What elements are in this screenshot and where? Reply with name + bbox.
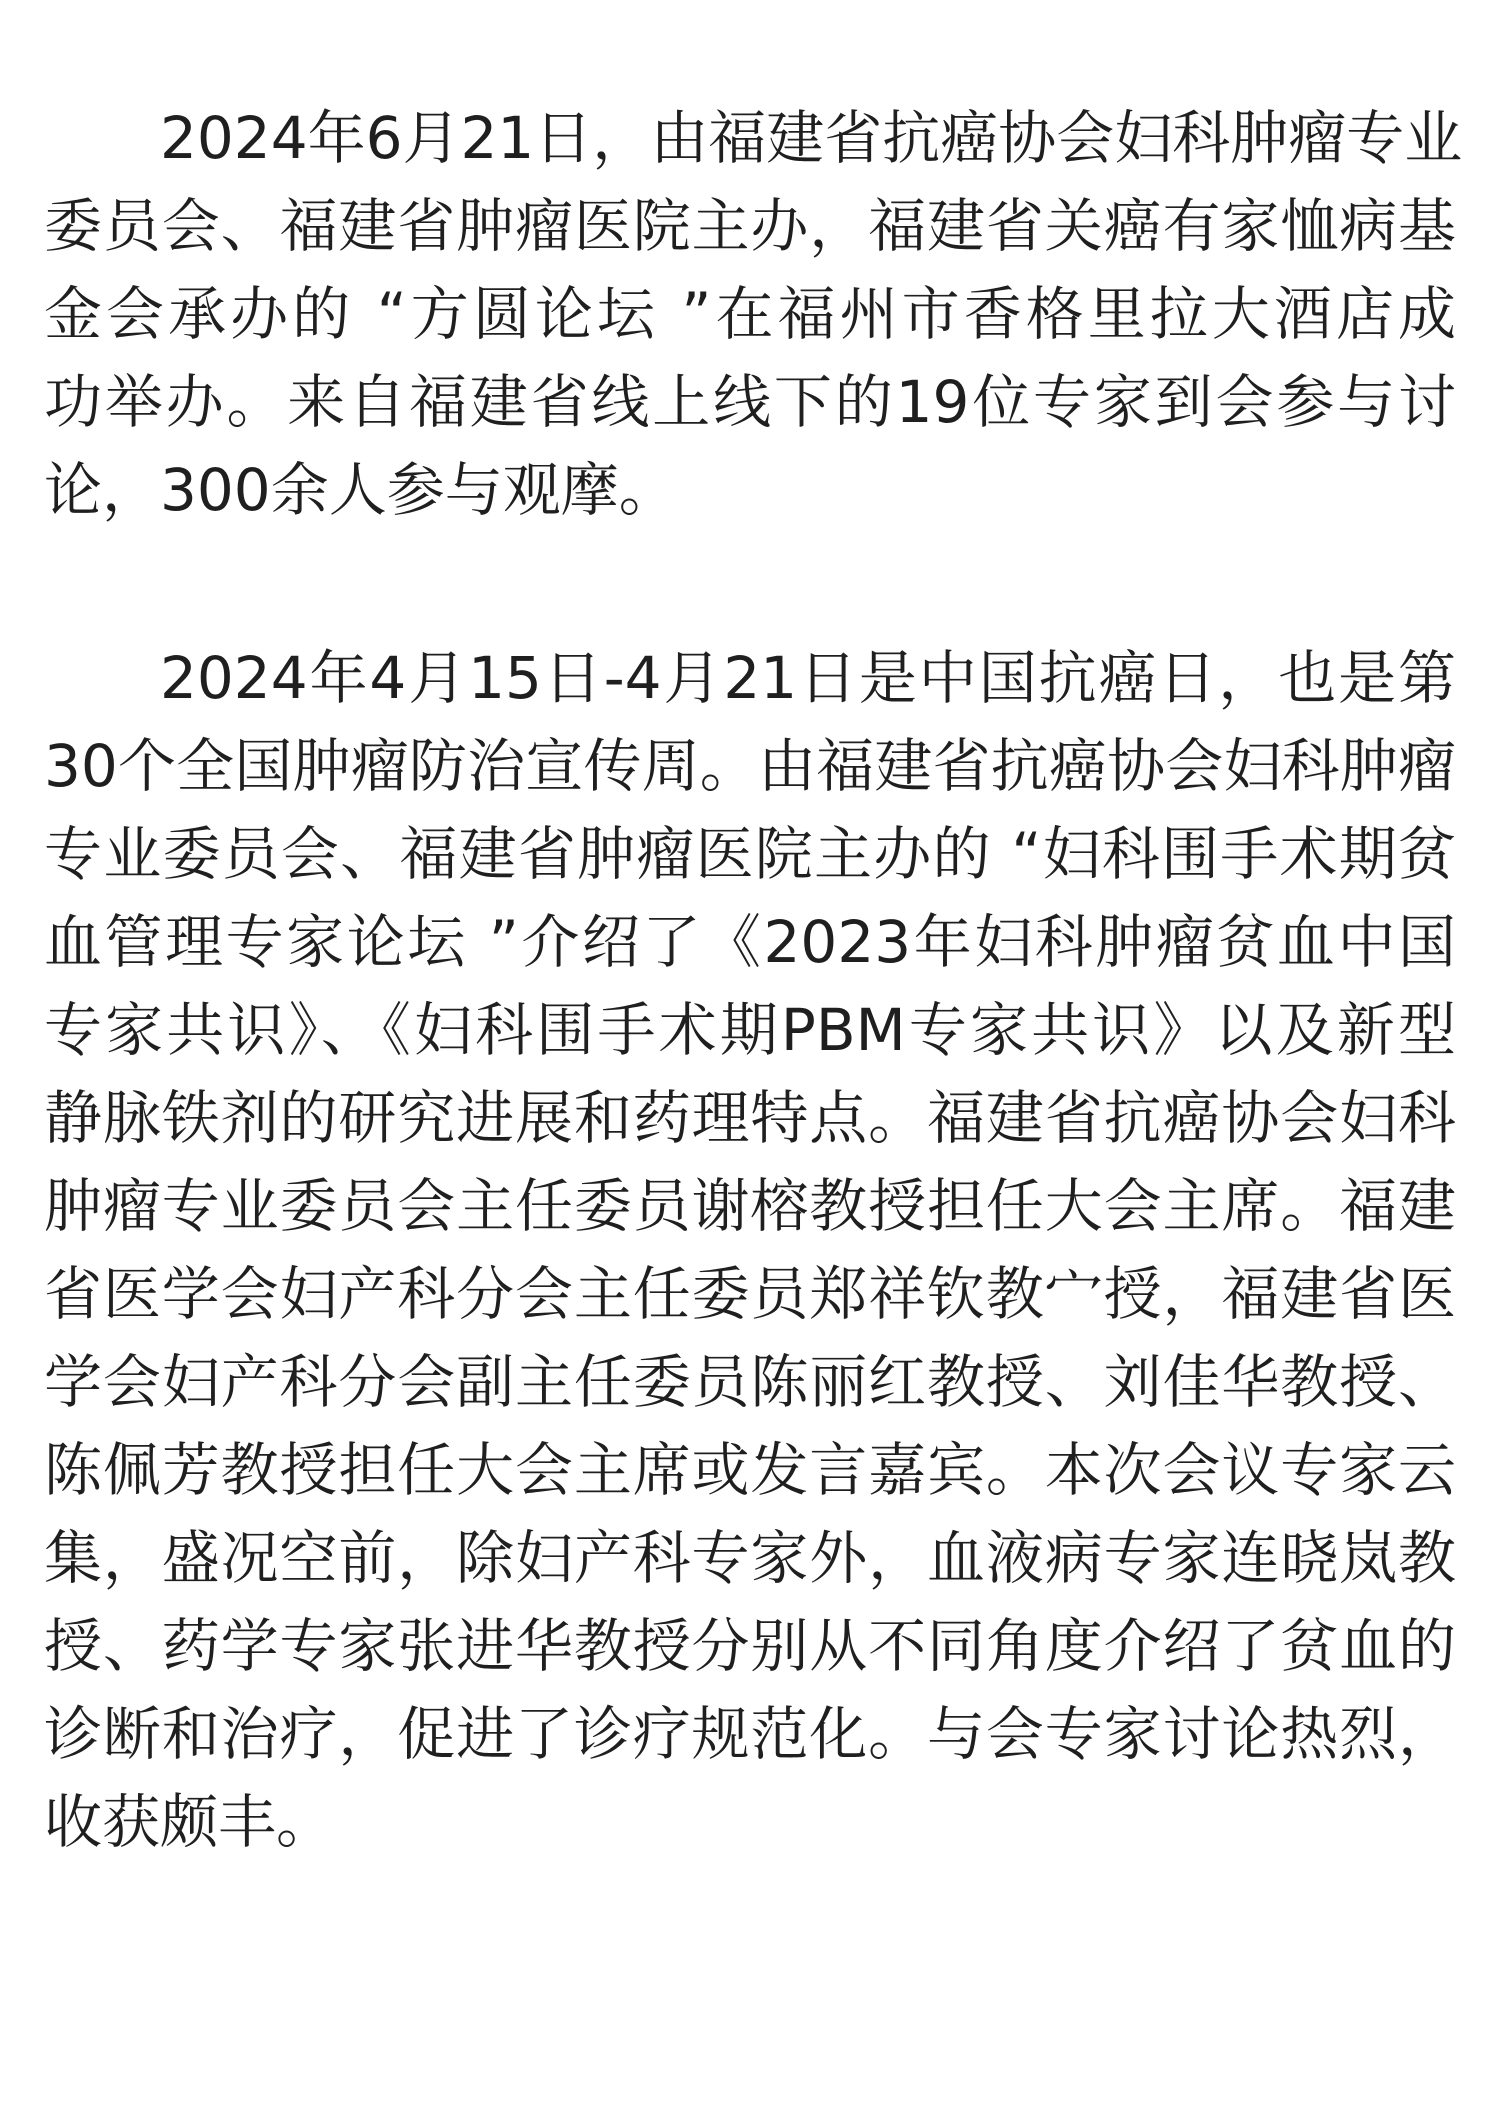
text-line: 功举办。来自福建省线上线下的19位专家到会参与讨	[44, 368, 1456, 436]
text-line: 金会承办的 “方圆论坛 ”在福州市香格里拉大酒店成	[44, 280, 1456, 348]
text-line: 2024年6月21日，由福建省抗癌协会妇科肿瘤专业	[160, 104, 1463, 172]
text-line: 省医学会妇产科分会主任委员郑祥钦教宀授，福建省医	[44, 1260, 1456, 1328]
article-body	[44, 94, 1463, 1866]
text-line: 诊断和治疗，促进了诊疗规范化。与会专家讨论热烈，	[44, 1700, 1456, 1768]
text-line: 30个全国肿瘤防治宣传周。由福建省抗癌协会妇科肿瘤	[44, 732, 1456, 800]
paragraph-anemia-forum	[44, 634, 1456, 1866]
text-line: 专家共识》、《妇科围手术期PBM专家共识》以及新型	[44, 996, 1456, 1064]
text-line: 专业委员会、福建省肿瘤医院主办的 “妇科围手术期贫	[44, 820, 1456, 888]
text-line: 肿瘤专业委员会主任委员谢榕教授担任大会主席。福建	[44, 1172, 1456, 1240]
text-line: 陈佩芳教授担任大会主席或发言嘉宾。本次会议专家云	[44, 1436, 1456, 1504]
text-line: 2024年4月15日-4月21日是中国抗癌日，也是第	[160, 644, 1456, 712]
text-line: 论，300余人参与观摩。	[44, 456, 677, 524]
paragraph-forum-event	[44, 94, 1463, 534]
text-line: 学会妇产科分会副主任委员陈丽红教授、刘佳华教授、	[44, 1348, 1456, 1416]
text-line: 静脉铁剂的研究进展和药理特点。福建省抗癌协会妇科	[44, 1084, 1456, 1152]
text-line: 血管理专家论坛 ”介绍了《2023年妇科肿瘤贫血中国	[44, 908, 1456, 976]
text-line: 委员会、福建省肿瘤医院主办，福建省关癌有家恤病基	[44, 192, 1456, 260]
text-line: 授、药学专家张进华教授分别从不同角度介绍了贫血的	[44, 1612, 1456, 1680]
text-line: 集，盛况空前，除妇产科专家外，血液病专家连晓岚教	[44, 1524, 1456, 1592]
text-line: 收获颇丰。	[44, 1788, 335, 1856]
